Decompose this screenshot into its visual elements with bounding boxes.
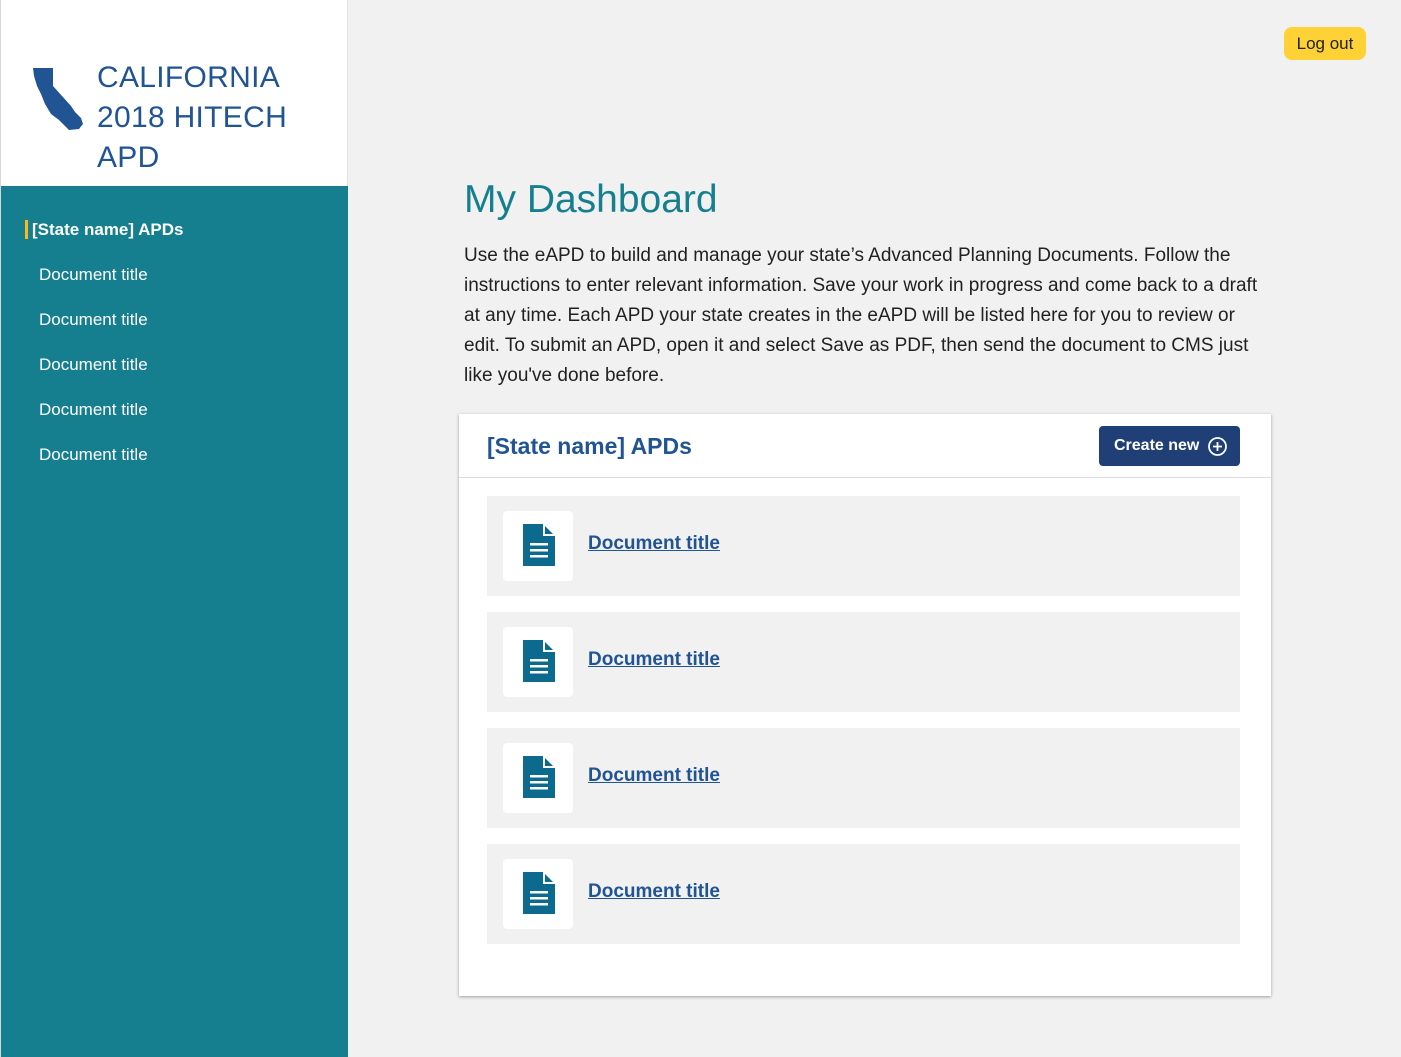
brand-state: CALIFORNIA — [97, 61, 281, 94]
plus-circle-icon — [1207, 436, 1228, 457]
document-icon-box — [503, 743, 573, 813]
brand-header — [1, 0, 348, 186]
document-icon — [523, 640, 555, 682]
document-icon-box — [503, 627, 573, 697]
sidebar-item-document[interactable]: Document title — [39, 445, 148, 464]
document-link[interactable]: Document title — [588, 533, 720, 554]
sidebar-item-state-apds[interactable]: [State name] APDs — [1, 216, 348, 261]
sidebar-item-document[interactable]: Document title — [39, 355, 148, 374]
apd-panel — [459, 414, 1271, 996]
document-icon — [523, 872, 555, 914]
brand-apd: 2018 HITECH APD — [97, 101, 288, 174]
panel-title: [State name] APDs — [487, 433, 692, 459]
document-icon-box — [503, 511, 573, 581]
document-list — [487, 496, 1240, 960]
create-new-button[interactable] — [1099, 426, 1240, 466]
page-title: My Dashboard — [464, 178, 718, 221]
logout-button[interactable]: Log out — [1284, 27, 1366, 60]
sidebar-item-document[interactable]: Document title — [39, 400, 148, 419]
document-link[interactable]: Document title — [588, 649, 720, 670]
document-icon-box — [503, 859, 573, 929]
list-item — [487, 496, 1240, 596]
document-link[interactable]: Document title — [588, 881, 720, 902]
document-icon — [523, 524, 555, 566]
create-new-label: Create new — [1114, 437, 1200, 454]
panel-header — [459, 414, 1271, 478]
document-link[interactable]: Document title — [588, 765, 720, 786]
sidebar-item-document[interactable]: Document title — [39, 310, 148, 329]
list-item — [487, 612, 1240, 712]
sidebar-nav — [1, 186, 348, 486]
california-shape-icon — [31, 66, 87, 132]
list-item — [487, 844, 1240, 944]
document-icon — [523, 756, 555, 798]
brand-title — [97, 58, 347, 178]
sidebar-item-document[interactable]: Document title — [39, 265, 148, 284]
sidebar — [0, 0, 348, 1057]
intro-text: Use the eAPD to build and manage your state’s Advanced Planning Documents. Follow the instructions to enter relevant information. Save your work in progress and come back to a draft at any time. Each APD your state creates in the eAPD will be listed here for you to review or edit. To submit an APD, open it and select Save as PDF, then send the document to CMS just like you've done before. — [464, 245, 1258, 386]
list-item — [487, 728, 1240, 828]
